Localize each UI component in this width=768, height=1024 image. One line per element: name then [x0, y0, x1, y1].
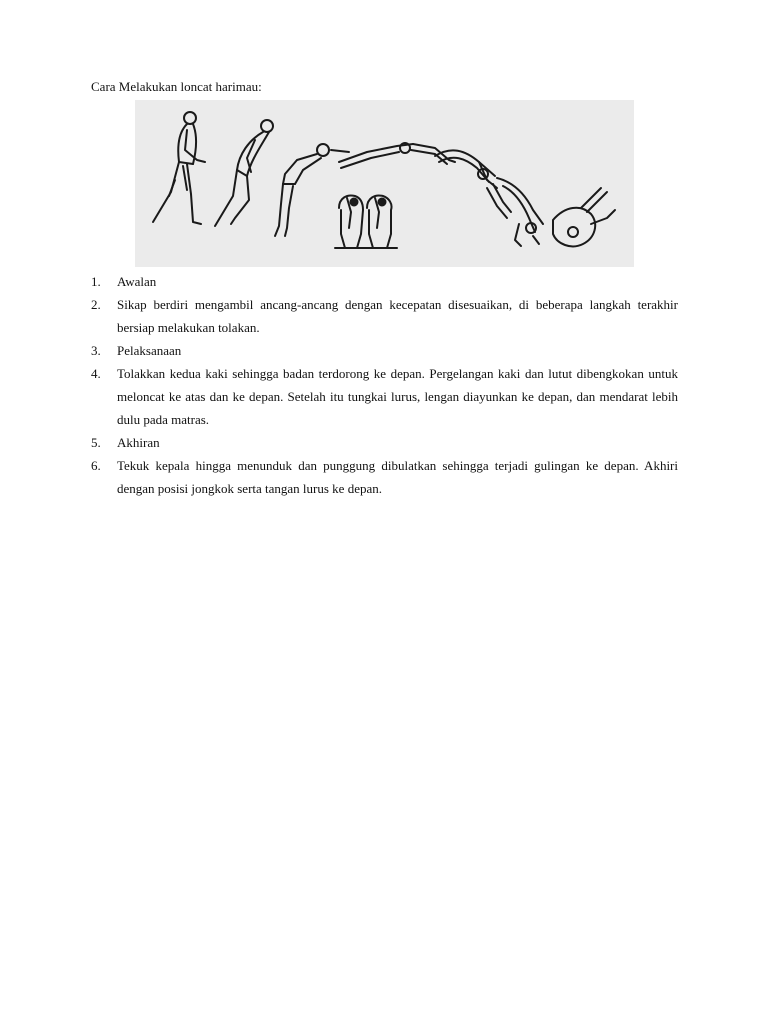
- list-item: [91, 454, 678, 500]
- leap-figure: [275, 144, 349, 236]
- landing-figure: [497, 178, 543, 246]
- list-item-number: 2.: [91, 297, 101, 312]
- list-item: [91, 270, 678, 293]
- descent-figure: [435, 150, 511, 218]
- list-item: [91, 293, 678, 339]
- list-item: [91, 339, 678, 362]
- list-item-number: 1.: [91, 274, 101, 289]
- tiger-leap-figure: [135, 100, 634, 267]
- list-item: [91, 431, 678, 454]
- takeoff-figure: [215, 120, 273, 226]
- list-item-number: 4.: [91, 366, 101, 381]
- list-item-number: 6.: [91, 458, 101, 473]
- list-item: [91, 362, 678, 431]
- list-item-text: Tolakkan kedua kaki sehingga badan terdorong ke depan. Pergelangan kaki dan lutut dibengkokan untuk meloncat ke atas dan ke depan. Setelah itu tungkai lurus, lengan diayunkan ke depan, dan mendarat lebih dulu pada matras.: [117, 366, 678, 427]
- runner-figure: [153, 112, 205, 224]
- list-item-number: 5.: [91, 435, 101, 450]
- tiger-leap-sequence-illustration: [135, 100, 634, 267]
- list-item-text: Akhiran: [117, 435, 160, 450]
- list-item-text: Tekuk kepala hingga menunduk dan punggung dibulatkan sehingga terjadi gulingan ke depan. Akhiri dengan posisi jongkok serta tangan lurus ke depan.: [117, 458, 678, 496]
- page-heading: Cara Melakukan loncat harimau:: [91, 79, 262, 94]
- list-item-text: Pelaksanaan: [117, 343, 182, 358]
- list-item-text: Sikap berdiri mengambil ancang-ancang dengan kecepatan disesuaikan, di beberapa langkah terakhir bersiap melakukan tolakan.: [117, 297, 678, 335]
- roll-figure: [553, 188, 615, 246]
- list-item-text: Awalan: [117, 274, 157, 289]
- kneeling-helpers: [335, 196, 397, 249]
- list-item-number: 3.: [91, 343, 101, 358]
- steps-list: [91, 270, 678, 500]
